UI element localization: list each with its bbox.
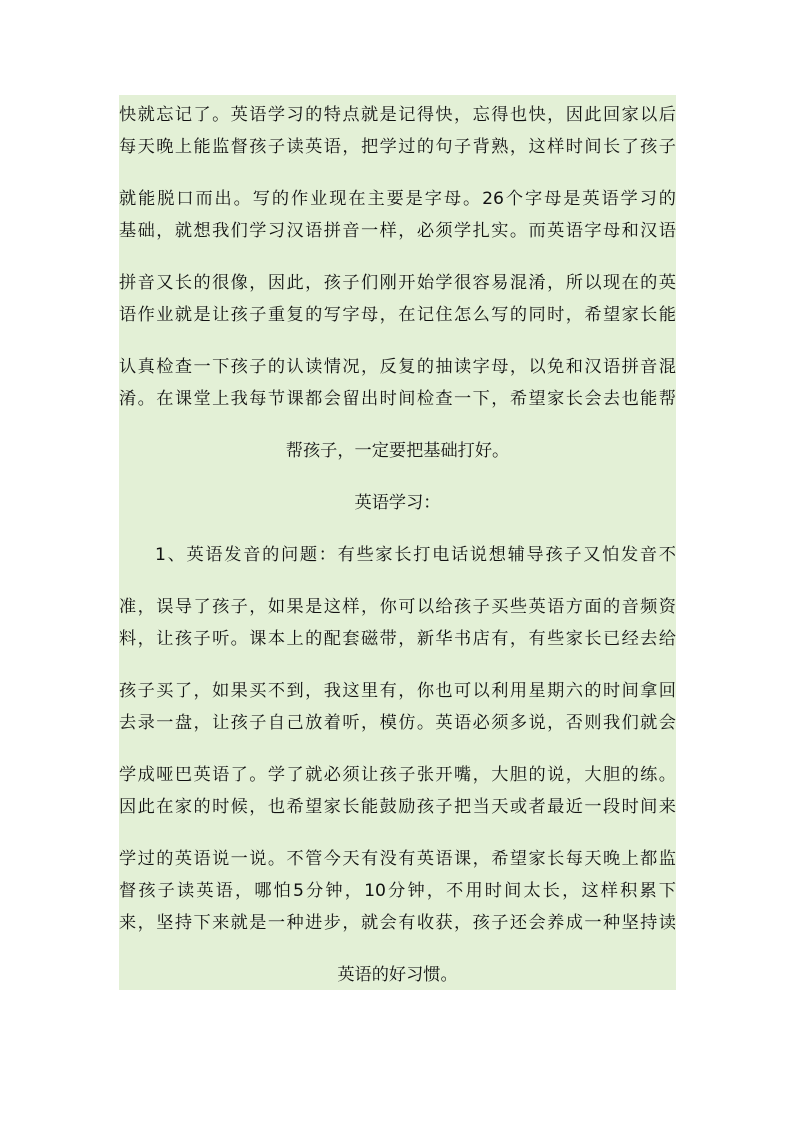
paragraph2-line: 因此在家的时候，也希望家长能鼓励孩子把当天或者最近一段时间来 xyxy=(119,797,676,817)
paragraph2-line: 来，坚持下来就是一种进步，就会有收获，孩子还会养成一种坚持读 xyxy=(119,913,676,933)
paragraph2-line: 学成哑巴英语了。学了就必须让孩子张开嘴，大胆的说，大胆的练。 xyxy=(119,765,676,785)
paragraph1-line: 帮孩子，一定要把基础打好。 xyxy=(285,441,510,461)
paragraph2-line: 去录一盘，让孩子自己放着听，模仿。英语必须多说，否则我们就会 xyxy=(119,713,676,733)
paragraph1-line: 认真检查一下孩子的认读情况，反复的抽读字母，以免和汉语拼音混 xyxy=(119,357,676,377)
paragraph1-line: 淆。在课堂上我每节课都会留出时间检查一下，希望家长会去也能帮 xyxy=(119,389,676,409)
document-text-block xyxy=(119,95,676,990)
paragraph2-line: 孩子买了，如果买不到，我这里有，你也可以利用星期六的时间拿回 xyxy=(119,681,676,701)
section-heading: 英语学习： xyxy=(354,493,441,513)
paragraph1-line: 就能脱口而出。写的作业现在主要是字母。26个字母是英语学习的 xyxy=(119,189,676,209)
paragraph2-line: 1、英语发音的问题：有些家长打电话说想辅导孩子又怕发音不 xyxy=(155,545,676,565)
paragraph1-line: 快就忘记了。英语学习的特点就是记得快，忘得也快，因此回家以后 xyxy=(119,105,676,125)
paragraph2-line: 准，误导了孩子，如果是这样，你可以给孩子买些英语方面的音频资 xyxy=(119,597,676,617)
paragraph2-line: 学过的英语说一说。不管今天有没有英语课，希望家长每天晚上都监 xyxy=(119,849,676,869)
paragraph1-line: 语作业就是让孩子重复的写字母，在记住怎么写的同时，希望家长能 xyxy=(119,305,676,325)
paragraph1-line: 基础，就想我们学习汉语拼音一样，必须学扎实。而英语字母和汉语 xyxy=(119,221,676,241)
paragraph2-line: 料，让孩子听。课本上的配套磁带，新华书店有，有些家长已经去给 xyxy=(119,629,676,649)
paragraph1-line: 每天晚上能监督孩子读英语，把学过的句子背熟，这样时间长了孩子 xyxy=(119,137,676,157)
paragraph1-line: 拼音又长的很像，因此，孩子们刚开始学很容易混淆，所以现在的英 xyxy=(119,273,676,293)
paragraph2-line: 督孩子读英语，哪怕5分钟，10分钟，不用时间太长，这样积累下 xyxy=(119,881,676,901)
paragraph2-line: 英语的好习惯。 xyxy=(337,965,458,985)
